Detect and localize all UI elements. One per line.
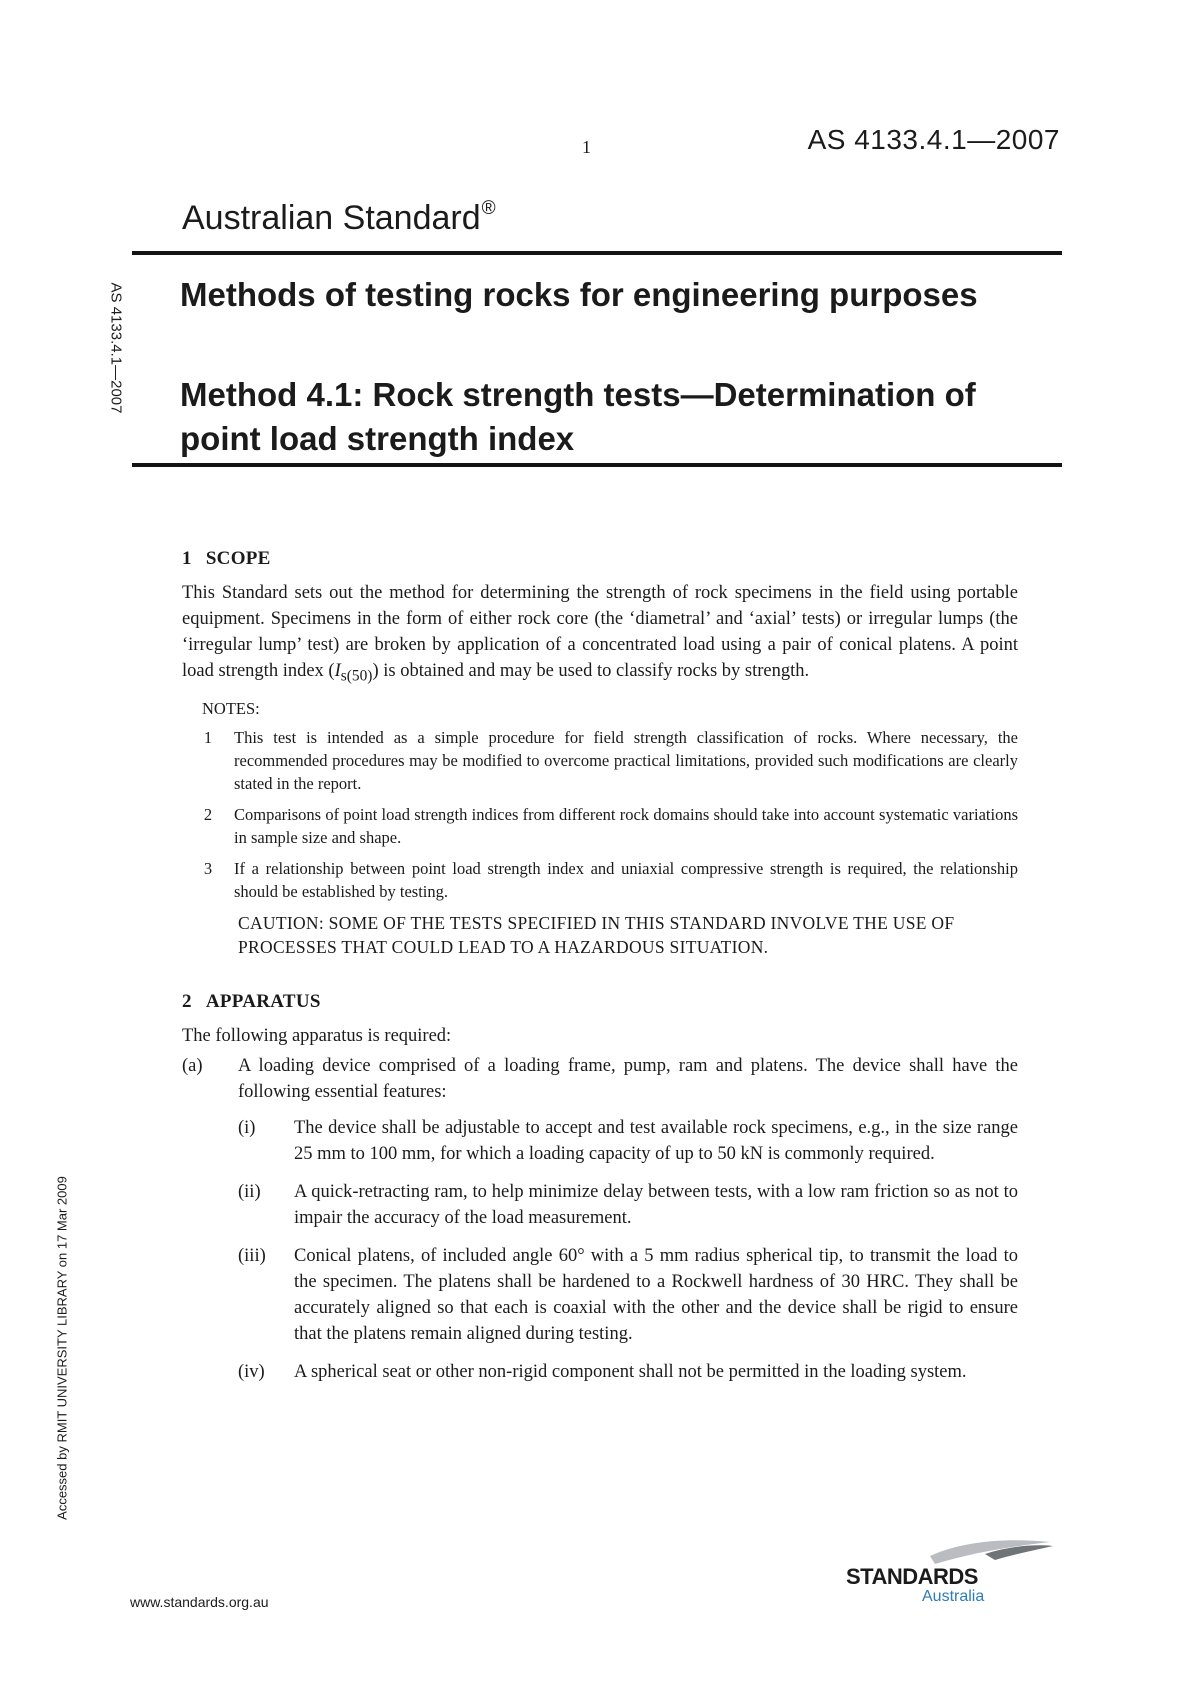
sub-item-number: (ii)	[238, 1181, 261, 1202]
note-text: If a relationship between point load strength index and uniaxial compressive strength is required, the relationship should be established by testing.	[234, 858, 1018, 901]
sub-item-number: (i)	[238, 1117, 256, 1138]
note-number: 1	[203, 727, 213, 747]
apparatus-section	[182, 989, 1018, 1385]
logo-swoosh-shape	[930, 1540, 1050, 1564]
sub-item	[238, 1115, 1018, 1167]
item-text: A loading device comprised of a loading frame, pump, ram and platens. The device shall have the following essential features:	[238, 1055, 1018, 1102]
index-symbol: I	[334, 661, 341, 681]
note-item	[182, 857, 1018, 903]
footer-url: www.standards.org.au	[130, 1594, 269, 1610]
section-title: SCOPE	[205, 548, 271, 569]
page-number: 1	[582, 137, 591, 157]
series-title	[182, 198, 496, 238]
sub-item-text: A spherical seat or other non-rigid component shall not be permitted in the loading system.	[294, 1361, 967, 1382]
method-title: Method 4.1: Rock strength tests—Determination of point load strength index	[180, 376, 976, 457]
bottom-rule	[132, 463, 1062, 467]
document-code: AS 4133.4.1—2007	[807, 124, 1060, 155]
scope-text-a: This Standard sets out the method for determining the strength of rock specimens in the field using portable equipment. Specimens in the form of either rock core (the ‘diametral’ and ‘axial’ tests) or irregular lumps (the ‘irregular lump’ test) are broken by application of a concentrated load using a pair of conical platens. A point load strength index (	[182, 583, 1018, 681]
caution-text: CAUTION: SOME OF THE TESTS SPECIFIED IN THIS STANDARD INVOLVE THE USE OF PROCESSES THAT COULD LEAD TO A HAZARDOUS SITUATION.	[238, 912, 955, 957]
sub-item-text: A quick-retracting ram, to help minimize delay between tests, with a low ram friction so as not to impair the accuracy of the load measurement.	[294, 1181, 1018, 1228]
scope-paragraph	[182, 580, 1018, 690]
document-title: Methods of testing rocks for engineering purposes	[180, 276, 978, 313]
sub-item	[238, 1359, 1018, 1385]
index-subscript: s(50)	[340, 667, 373, 685]
list-item-a	[182, 1053, 1018, 1105]
notes-label: NOTES:	[202, 698, 260, 718]
note-item	[182, 726, 1018, 795]
document-body	[182, 546, 1018, 1397]
sub-item	[238, 1243, 1018, 1347]
item-number: (a)	[182, 1055, 203, 1076]
registered-mark: ®	[481, 198, 496, 219]
note-text: Comparisons of point load strength indices from different rock domains should take into account systematic variations in sample size and shape.	[234, 804, 1018, 847]
note-number: 2	[203, 804, 213, 824]
section-title: APPARATUS	[205, 990, 321, 1012]
scope-section	[182, 546, 1018, 959]
series-text: Australian Standard	[182, 199, 481, 237]
logo-subtitle: Australia	[922, 1588, 985, 1605]
note-item	[182, 803, 1018, 849]
scope-text-b: ) is obtained and may be used to classify rocks by strength.	[372, 661, 810, 681]
sub-item-number: (iv)	[238, 1361, 265, 1382]
apparatus-heading	[182, 989, 1018, 1015]
logo-title: STANDARDS	[846, 1564, 978, 1589]
section-number: 2	[182, 990, 192, 1012]
section-number: 1	[182, 548, 192, 569]
access-note: Accessed by RMIT UNIVERSITY LIBRARY on 17 Mar 2009	[54, 1176, 70, 1520]
sub-item-number: (iii)	[238, 1245, 266, 1266]
sub-item-text: Conical platens, of included angle 60° with a 5 mm radius spherical tip, to transmit the load to the specimen. The platens shall be hardened to a Rockwell hardness of 30 HRC. They shall be accurately aligned so that each is coaxial with the other and the device shall be rigid to ensure that the platens remain aligned during testing.	[294, 1245, 1018, 1344]
top-rule	[132, 251, 1062, 255]
scope-heading	[182, 546, 1018, 572]
note-number: 3	[203, 858, 213, 878]
spine-text: AS 4133.4.1—2007	[107, 282, 125, 414]
apparatus-intro: The following apparatus is required:	[182, 1025, 452, 1046]
note-text: This test is intended as a simple procedure for field strength classification of rocks. Where necessary, the recommended procedures may be modified to overcome practical limitations, provided such modifications are clearly stated in the report.	[234, 727, 1018, 793]
sub-item-text: The device shall be adjustable to accept and test available rock specimens, e.g., in the size range 25 mm to 100 mm, for which a loading capacity of up to 50 kN is commonly required.	[294, 1117, 1018, 1164]
sub-item	[238, 1179, 1018, 1231]
